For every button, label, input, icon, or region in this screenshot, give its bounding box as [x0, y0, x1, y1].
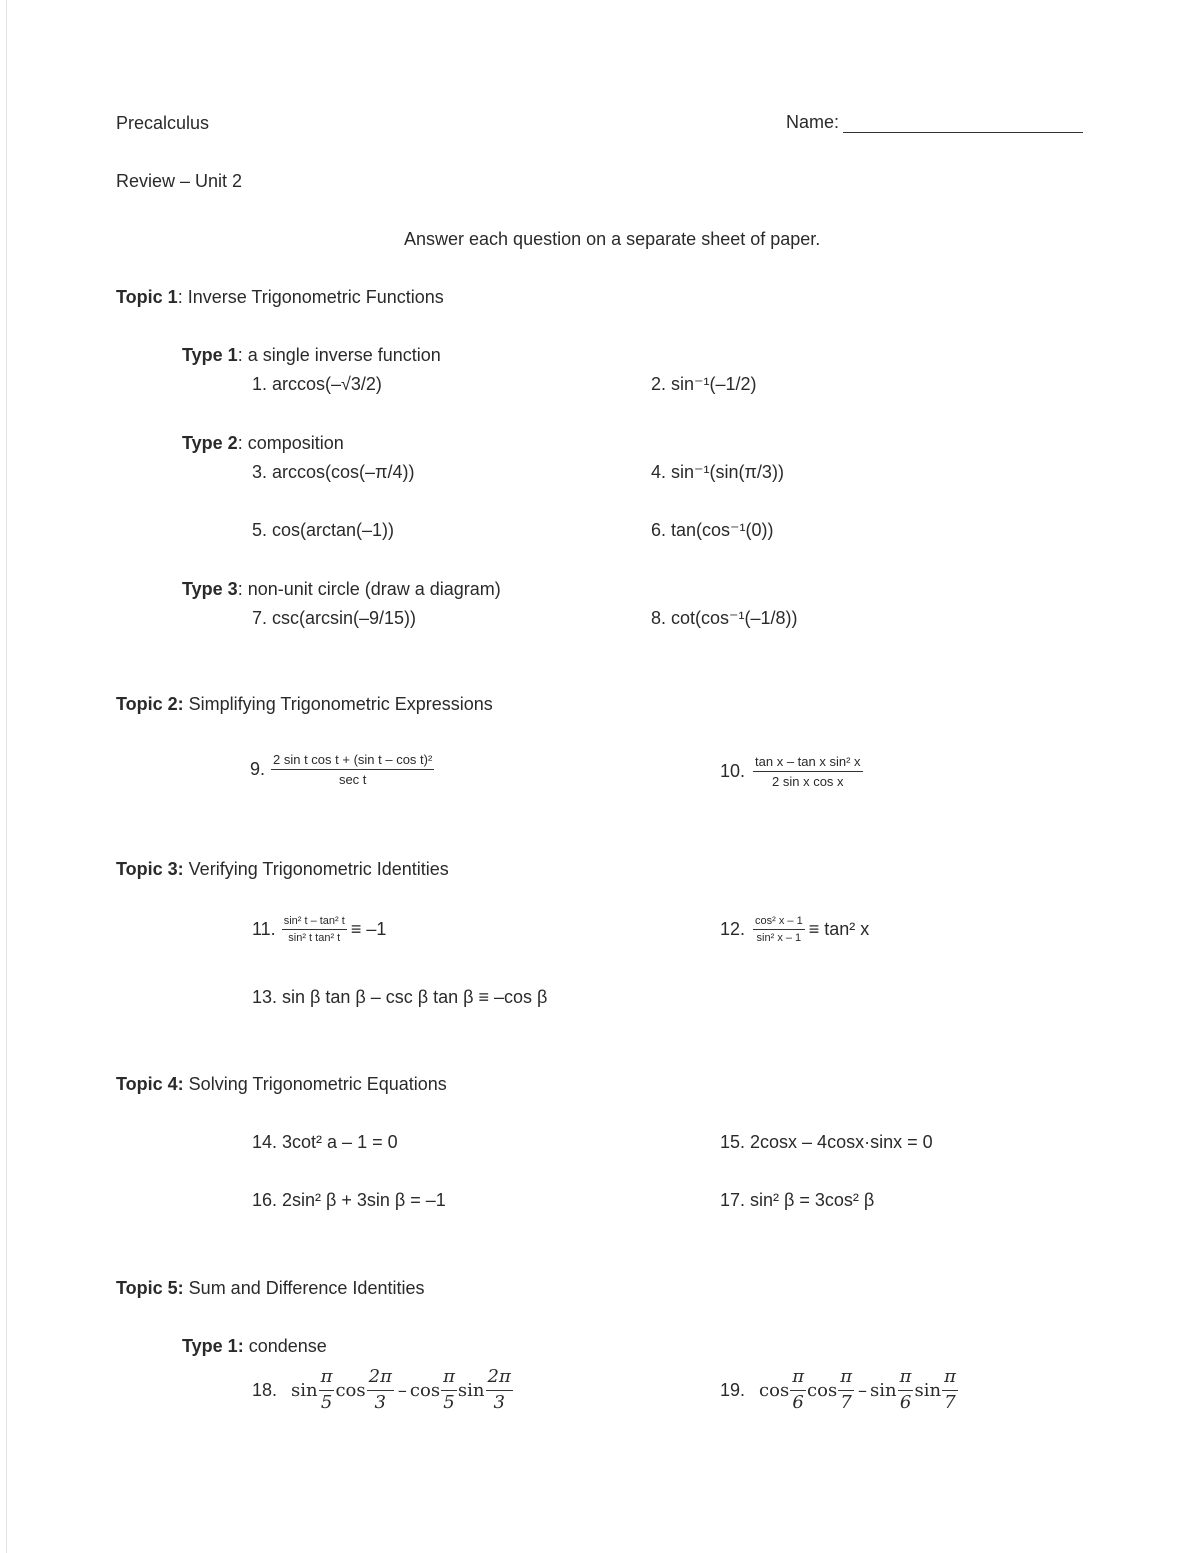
course-title: Precalculus [116, 113, 210, 133]
q18-frac-2-den: 3 [374, 1391, 386, 1413]
q18-func-2: cos [335, 1379, 366, 1401]
question-9-fraction [271, 752, 434, 787]
topic-5-label: Topic 5: [116, 1278, 184, 1298]
question-10 [720, 754, 863, 789]
topic-1-title: : Inverse Trigonometric Functions [177, 287, 444, 307]
q19-frac-3 [898, 1367, 914, 1413]
question-11-numerator: sin² t – tan² t [282, 915, 347, 930]
question-10-number: 10. [720, 761, 746, 781]
type-1-text: : a single inverse function [237, 345, 441, 365]
q18-frac-3-num: π [441, 1367, 457, 1391]
question-17: 17. sin² β = 3cos² β [720, 1190, 875, 1210]
question-5: 5. cos(arctan(–1)) [252, 520, 395, 540]
topic-5-type-1-label: Type 1: [182, 1336, 244, 1356]
question-16: 16. 2sin² β + 3sin β = –1 [252, 1190, 446, 1210]
q19-func-3: sin [870, 1379, 897, 1401]
topic-1-heading [116, 287, 444, 308]
q19-frac-3-num: π [898, 1367, 914, 1391]
q18-frac-4 [486, 1367, 513, 1413]
question-10-numerator: tan x – tan x sin² x [753, 754, 863, 772]
type-2-label: Type 2 [182, 433, 238, 453]
q19-func-2: cos [807, 1379, 838, 1401]
question-19-expression [759, 1367, 959, 1413]
question-12-number: 12. [720, 919, 746, 939]
name-field [786, 112, 1083, 133]
topic-5-type-1-text: condense [243, 1336, 327, 1356]
type-3-label: Type 3 [182, 579, 238, 599]
question-10-denominator: 2 sin x cos x [772, 774, 844, 789]
q18-frac-2-num: 2π [367, 1367, 394, 1391]
topic-2-heading [116, 694, 493, 715]
topic-5-heading [116, 1278, 424, 1299]
topic-4-heading [116, 1074, 447, 1095]
question-12-numerator: cos² x – 1 [753, 915, 805, 930]
question-9-denominator: sec t [338, 772, 367, 787]
question-9 [250, 752, 434, 787]
question-8: 8. cot(cos⁻¹(–1/8)) [651, 608, 798, 628]
question-2: 2. sin⁻¹(–1/2) [651, 374, 757, 394]
q18-frac-1 [319, 1367, 335, 1413]
question-12-denominator: sin² x – 1 [756, 932, 802, 944]
question-10-fraction [753, 754, 863, 789]
topic-5-type-1 [182, 1336, 327, 1357]
q19-func-1: cos [759, 1379, 790, 1401]
topic-2-label: Topic 2: [116, 694, 184, 714]
scan-edge [6, 0, 7, 1553]
type-3-text: : non-unit circle (draw a diagram) [237, 579, 501, 599]
topic-3-heading [116, 859, 449, 880]
q19-func-4: sin [914, 1379, 942, 1401]
topic-3-label: Topic 3: [116, 859, 184, 879]
q18-frac-3-den: 5 [443, 1391, 455, 1413]
q19-frac-1 [790, 1367, 806, 1413]
q19-frac-1-num: π [790, 1367, 806, 1391]
q19-frac-3-den: 6 [899, 1391, 912, 1413]
question-6: 6. tan(cos⁻¹(0)) [651, 520, 774, 540]
instructions: Answer each question on a separate sheet of paper. [404, 229, 821, 249]
topic-3-title: Verifying Trigonometric Identities [183, 859, 449, 879]
q19-frac-4-num: π [942, 1367, 958, 1391]
question-11 [252, 915, 386, 944]
question-11-fraction [282, 915, 347, 944]
topic-1-type-1 [182, 345, 441, 366]
topic-5-title: Sum and Difference Identities [183, 1278, 425, 1298]
topic-4-label: Topic 4: [116, 1074, 184, 1094]
question-3: 3. arccos(cos(–π/4)) [252, 462, 415, 482]
topic-1-type-2 [182, 433, 344, 454]
question-18-number: 18. [252, 1379, 278, 1400]
q19-operator: – [858, 1379, 868, 1401]
question-9-numerator: 2 sin t cos t + (sin t – cos t)² [271, 752, 434, 770]
q18-frac-1-num: π [319, 1367, 335, 1391]
question-4: 4. sin⁻¹(sin(π/3)) [651, 462, 784, 482]
q19-frac-4 [942, 1367, 958, 1413]
question-12-fraction [753, 915, 805, 944]
question-11-denominator: sin² t tan² t [288, 932, 341, 944]
question-14: 14. 3cot² a – 1 = 0 [252, 1132, 398, 1152]
name-blank-line [843, 114, 1083, 133]
name-label: Name: [786, 112, 840, 132]
question-18 [252, 1367, 514, 1413]
question-9-number: 9. [250, 759, 266, 779]
question-18-expression [291, 1367, 514, 1413]
q18-frac-4-num: 2π [486, 1367, 513, 1391]
q19-frac-1-den: 6 [792, 1391, 804, 1413]
q19-frac-2 [838, 1367, 854, 1413]
q18-frac-2 [367, 1367, 394, 1413]
question-11-rhs: ≡ –1 [350, 919, 387, 939]
topic-2-title: Simplifying Trigonometric Expressions [183, 694, 493, 714]
topic-1-type-3 [182, 579, 501, 600]
q18-frac-3 [441, 1367, 457, 1413]
q18-frac-4-den: 3 [493, 1391, 505, 1413]
q18-func-1: sin [291, 1379, 318, 1401]
q19-frac-2-den: 7 [840, 1391, 852, 1413]
topic-4-title: Solving Trigonometric Equations [183, 1074, 447, 1094]
question-13: 13. sin β tan β – csc β tan β ≡ –cos β [252, 987, 548, 1007]
question-19-number: 19. [720, 1379, 746, 1400]
question-1: 1. arccos(–√3/2) [252, 374, 382, 394]
question-7: 7. csc(arcsin(–9/15)) [252, 608, 417, 628]
question-11-number: 11. [252, 919, 276, 939]
q18-func-4: sin [457, 1379, 485, 1401]
type-2-text: : composition [237, 433, 344, 453]
q18-frac-1-den: 5 [320, 1391, 333, 1413]
question-15: 15. 2cosx – 4cosx·sinx = 0 [720, 1132, 933, 1152]
type-1-label: Type 1 [182, 345, 238, 365]
q18-operator: – [397, 1379, 407, 1401]
q18-func-3: cos [409, 1379, 441, 1401]
q19-frac-4-den: 7 [944, 1391, 956, 1413]
q19-frac-2-num: π [838, 1367, 854, 1391]
question-12-rhs: ≡ tan² x [808, 919, 870, 939]
review-subtitle: Review – Unit 2 [116, 171, 243, 191]
question-19 [720, 1367, 959, 1413]
topic-1-label: Topic 1 [116, 287, 178, 307]
question-12 [720, 915, 869, 944]
